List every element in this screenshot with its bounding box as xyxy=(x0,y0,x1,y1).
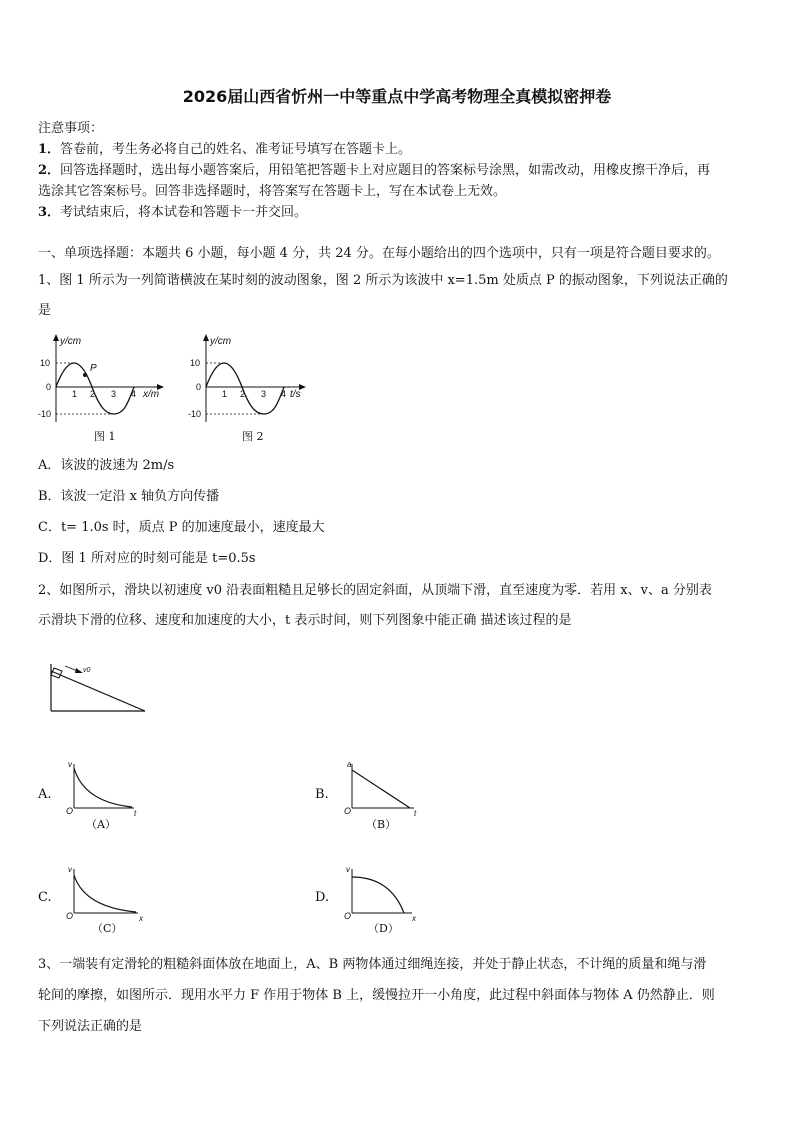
graph-a-ylabel: v xyxy=(68,760,72,769)
fig1-y-zero: 0 xyxy=(46,382,52,392)
q2-graph-d xyxy=(340,863,430,923)
fig1-point-label: P xyxy=(90,363,97,374)
fig1-tick: 3 xyxy=(111,389,117,399)
q2-incline-diagram xyxy=(45,658,155,718)
q2-option-b-letter: B. xyxy=(315,787,329,802)
section-heading: 一、单项选择题：本题共 6 小题，每小题 4 分，共 24 分。在每小题给出的四个选项中，只有一项是符合题目要求的。 xyxy=(38,246,720,261)
graph-d-origin: O xyxy=(344,911,352,921)
q2-option-d-letter: D. xyxy=(315,890,330,905)
fig2-y-bottom: -10 xyxy=(188,409,202,419)
fig1-y-top: 10 xyxy=(40,358,51,368)
notice-text: 答卷前，考生务必将自己的姓名、准考证号填写在答题卡上。 xyxy=(60,142,412,157)
graph-a-caption: （A） xyxy=(86,818,116,831)
notice-item-2-cont: 选涂其它答案标号。回答非选择题时，将答案写在答题卡上，写在本试卷上无效。 xyxy=(38,184,507,199)
notice-item-3 xyxy=(38,204,307,222)
q1-stem-line1: 1、图 1 所示为一列简谐横波在某时刻的波动图象，图 2 所示为该波中 x=1.5m 处质点 P 的振动图象，下列说法正确的 xyxy=(38,273,728,288)
q3-stem-line1: 3、一端装有定滑轮的粗糙斜面体放在地面上，A、B 两物体通过细绳连接，并处于静止状态，不计绳的质量和绳与滑 xyxy=(38,957,707,972)
graph-c-caption: （C） xyxy=(92,922,123,935)
fig1-ylabel: y/cm xyxy=(60,336,82,347)
notice-num: 2． xyxy=(38,163,61,178)
q1-option-b: B．该波一定沿 x 轴负方向传播 xyxy=(38,489,220,504)
graph-c-ylabel: v xyxy=(68,865,72,874)
q2-graph-c xyxy=(62,863,152,923)
fig1-tick: 1 xyxy=(72,389,78,399)
fig2-tick: 2 xyxy=(240,389,246,399)
graph-d-xlabel: x xyxy=(412,914,416,923)
fig2-tick: 3 xyxy=(261,389,267,399)
q1-figure-2-vibration-graph xyxy=(180,330,320,430)
q2-option-a-letter: A. xyxy=(38,787,52,802)
notice-num: 3． xyxy=(38,205,61,220)
q2-stem-line1: 2、如图所示，滑块以初速度 v0 沿表面粗糙且足够长的固定斜面，从顶端下滑，直至速度为零．若用 x、v、a 分别表 xyxy=(38,583,712,598)
graph-d-caption: （D） xyxy=(368,922,399,935)
fig1-tick: 2 xyxy=(90,389,96,399)
fig2-y-top: 10 xyxy=(190,358,201,368)
fig2-caption: 图 2 xyxy=(242,430,264,443)
q3-stem-line3: 下列说法正确的是 xyxy=(38,1019,143,1034)
graph-b-caption: （B） xyxy=(366,818,397,831)
incline-v0-label: v0 xyxy=(83,667,91,674)
q2-graph-b xyxy=(340,758,430,818)
fig2-y-zero: 0 xyxy=(196,382,202,392)
q2-option-c-letter: C. xyxy=(38,890,52,905)
graph-a-xlabel: t xyxy=(134,809,137,818)
fig1-y-bottom: -10 xyxy=(38,409,52,419)
graph-b-origin: O xyxy=(344,806,352,816)
q1-option-c: C．t= 1.0s 时，质点 P 的加速度最小，速度最大 xyxy=(38,520,325,535)
fig1-tick: 4 xyxy=(131,389,137,399)
graph-a-origin: O xyxy=(66,806,74,816)
graph-c-origin: O xyxy=(66,911,74,921)
fig2-tick: 1 xyxy=(222,389,228,399)
fig1-caption: 图 1 xyxy=(94,430,116,443)
q1-stem-line2: 是 xyxy=(38,303,52,318)
graph-c-xlabel: x xyxy=(139,914,143,923)
graph-b-ylabel: a xyxy=(347,760,352,769)
q2-graph-a xyxy=(62,758,152,818)
notice-text: 考试结束后，将本试卷和答题卡一并交回。 xyxy=(60,205,308,220)
q1-option-a: A．该波的波速为 2m/s xyxy=(38,458,175,473)
fig2-xlabel: t/s xyxy=(290,389,301,400)
q2-stem-line2: 示滑块下滑的位移、速度和加速度的大小，t 表示时间，则下列图象中能正确 描述该过程的是 xyxy=(38,613,572,628)
notice-item-1 xyxy=(38,141,411,159)
notice-item-2 xyxy=(38,162,710,180)
fig2-tick: 4 xyxy=(281,389,287,399)
q1-option-d: D．图 1 所对应的时刻可能是 t=0.5s xyxy=(38,551,256,566)
q3-stem-line2: 轮间的摩擦，如图所示．现用水平力 F 作用于物体 B 上，缓慢拉开一小角度，此过程中斜面体与物体 A 仍然静止．则 xyxy=(38,988,715,1003)
graph-b-xlabel: t xyxy=(414,809,417,818)
notice-heading: 注意事项： xyxy=(38,121,104,136)
graph-d-ylabel: v xyxy=(346,865,350,874)
q1-figure-1-wave-graph xyxy=(30,330,170,430)
notice-num: 1． xyxy=(38,142,61,157)
page-title: 2026届山西省忻州一中等重点中学高考物理全真模拟密押卷 xyxy=(182,87,612,106)
fig2-ylabel: y/cm xyxy=(210,336,232,347)
fig1-xlabel: x/m xyxy=(143,389,160,400)
notice-text: 回答选择题时，选出每小题答案后，用铅笔把答题卡上对应题目的答案标号涂黑，如需改动，用橡皮擦干净后，再 xyxy=(60,163,711,178)
